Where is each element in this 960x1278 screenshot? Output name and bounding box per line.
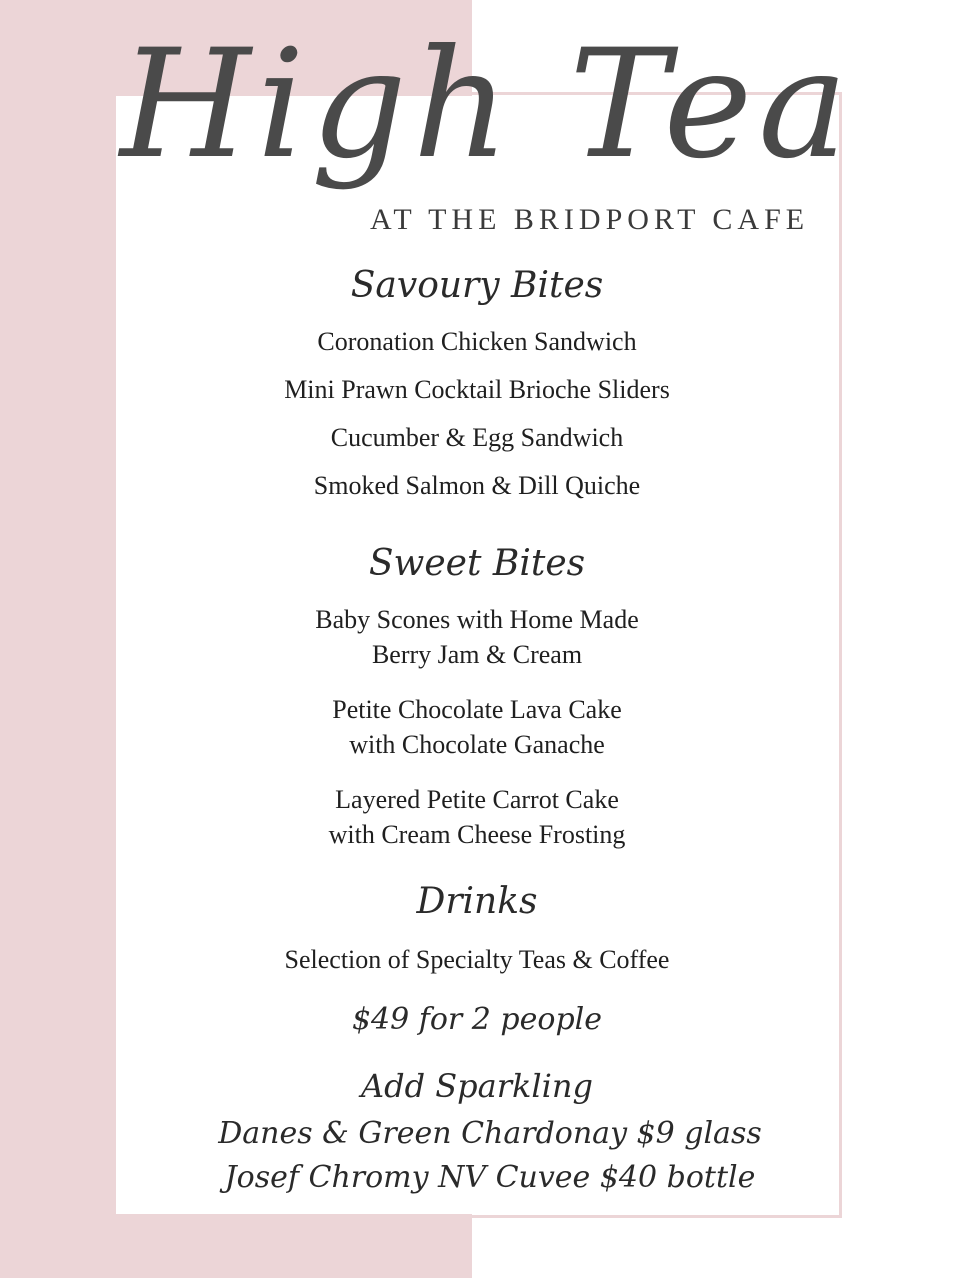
menu-item [116,602,838,672]
menu-subtitle: AT THE BRIDPORT CAFE [370,203,810,236]
menu-item-line: with Cream Cheese Frosting [328,820,626,849]
menu-item: Coronation Chicken Sandwich [317,327,637,356]
section-heading-savoury: Savoury Bites [350,265,604,306]
section-heading-drinks: Drinks [416,881,538,922]
price-label: $49 for 2 people [351,1002,603,1037]
menu-title: High Tea [120,18,854,192]
menu-item: Smoked Salmon & Dill Quiche [313,471,641,500]
menu-item-line: Berry Jam & Cream [371,640,583,669]
section-heading-sweet: Sweet Bites [368,543,586,584]
menu-item [116,782,838,852]
menu-item: Mini Prawn Cocktail Brioche Sliders [284,375,670,404]
menu-item [116,692,838,762]
section-heading-sparkling: Add Sparkling [361,1067,593,1105]
wine-item: Josef Chromy NV Cuvee $40 bottle [224,1160,756,1195]
wine-item: Danes & Green Chardonay $9 glass [218,1116,762,1151]
menu-item-line: Baby Scones with Home Made [315,605,639,634]
menu-item: Cucumber & Egg Sandwich [330,423,624,452]
menu-item-line: Petite Chocolate Lava Cake [332,695,622,724]
menu-item-line: with Chocolate Ganache [349,730,605,759]
menu-item-line: Layered Petite Carrot Cake [335,785,619,814]
menu-item: Selection of Specialty Teas & Coffee [284,945,670,974]
